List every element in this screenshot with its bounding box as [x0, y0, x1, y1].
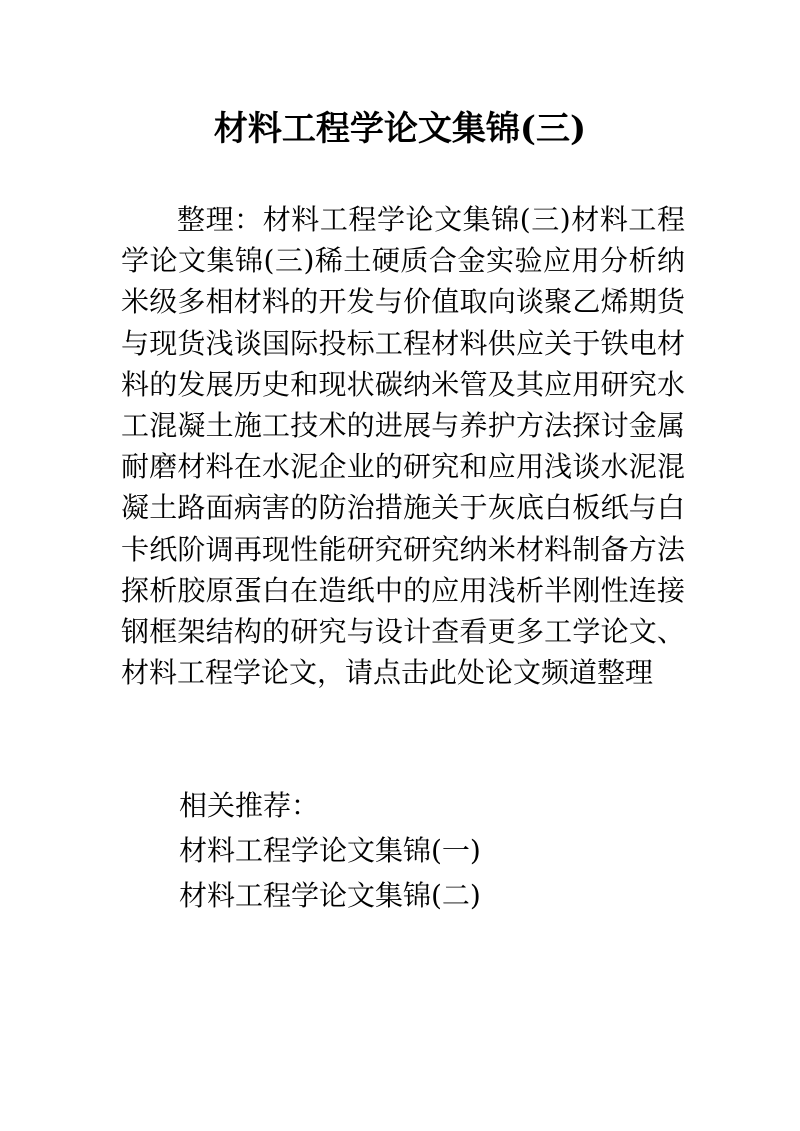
document-body: 整理：材料工程学论文集锦(三)材料工程学论文集锦(三)稀土硬质合金实验应用分析纳米级多相材料的开发与价值取向谈聚乙烯期货与现货浅谈国际投标工程材料供应关于铁电材料的发展历史和现状碳纳米管及其应用研究水工混凝土施工技术的进展与养护方法探讨金属耐磨材料在水泥企业的研究和应用浅谈水泥混凝土路面病害的防治措施关于灰底白板纸与白卡纸阶调再现性能研究研究纳米材料制备方法探析胶原蛋白在造纸中的应用浅析半刚性连接钢框架结构的研究与设计查看更多工学论文、材料工程学论文，请点击此处论文频道整理: [121, 203, 685, 690]
related-item-1: 材料工程学论文集锦(一): [179, 834, 481, 867]
document-title: 材料工程学论文集锦(三): [213, 109, 587, 149]
related-item-2: 材料工程学论文集锦(二): [179, 879, 481, 912]
related-label: 相关推荐：: [179, 789, 320, 822]
